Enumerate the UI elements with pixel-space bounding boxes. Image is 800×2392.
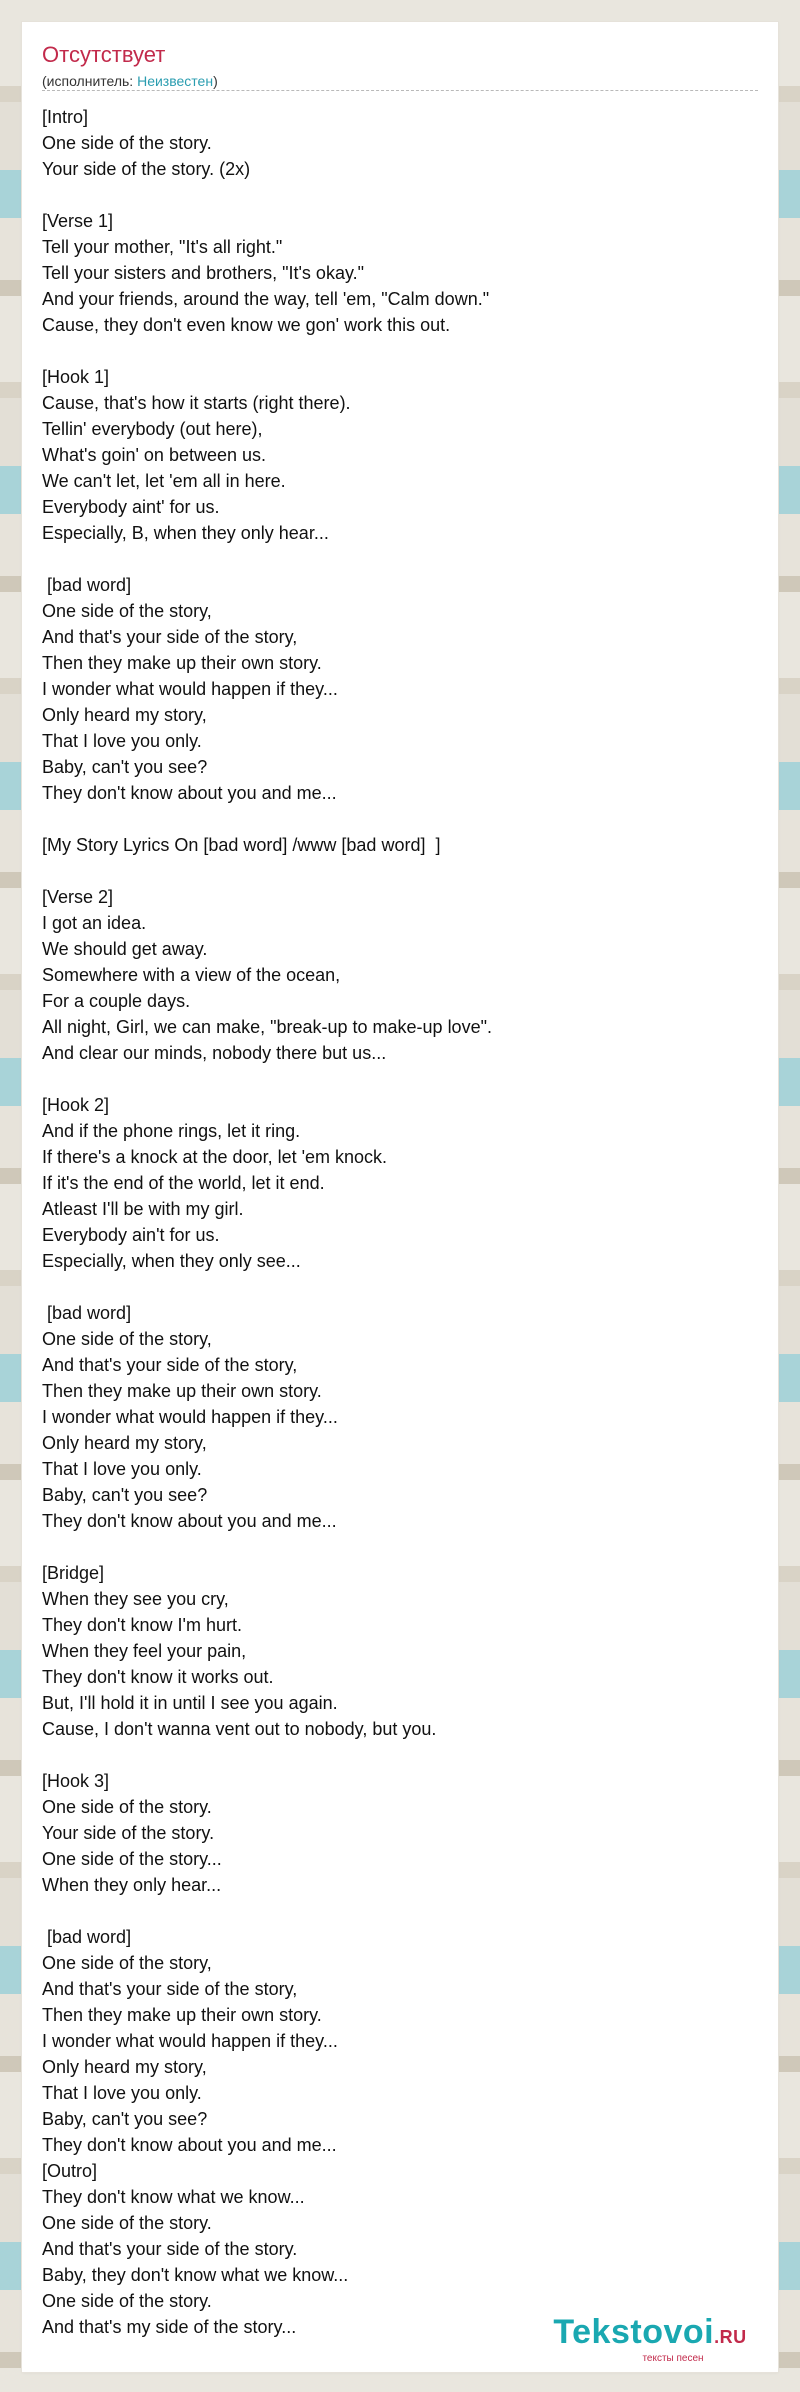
lyric-line: One side of the story. — [42, 2291, 212, 2311]
lyric-line: And that's your side of the story, — [42, 1979, 298, 1999]
lyric-line: [Hook 3] — [42, 1771, 110, 1791]
lyric-line: [bad word] — [42, 1927, 132, 1947]
artist-suffix: ) — [213, 73, 218, 89]
lyrics-text — [42, 104, 758, 2340]
lyric-line — [42, 1898, 758, 1924]
lyric-line: [Hook 1] — [42, 367, 110, 387]
lyric-line: Everybody ain't for us. — [42, 1225, 220, 1245]
lyric-line: Atleast I'll be with my girl. — [42, 1199, 244, 1219]
lyric-line: One side of the story. — [42, 2213, 212, 2233]
logo-tagline: тексты песен — [642, 2353, 704, 2364]
lyric-line: Cause, that's how it starts (right there). — [42, 393, 351, 413]
logo-main-text: Tekstovoi — [553, 2313, 715, 2351]
lyric-line: And if the phone rings, let it ring. — [42, 1121, 301, 1141]
lyric-line: One side of the story, — [42, 1953, 212, 1973]
lyric-line: And that's your side of the story, — [42, 1355, 298, 1375]
lyric-line: All night, Girl, we can make, "break-up to make-up love". — [42, 1017, 492, 1037]
artist-link[interactable]: Неизвестен — [137, 73, 214, 89]
lyric-line: Baby, can't you see? — [42, 2109, 208, 2129]
lyric-line: That I love you only. — [42, 731, 202, 751]
lyric-line: That I love you only. — [42, 1459, 202, 1479]
lyric-line: Especially, B, when they only hear... — [42, 523, 329, 543]
lyric-line: Somewhere with a view of the ocean, — [42, 965, 341, 985]
lyric-line — [42, 338, 758, 364]
lyric-line: Then they make up their own story. — [42, 653, 322, 673]
lyric-line: One side of the story, — [42, 1329, 212, 1349]
lyric-line: Baby, can't you see? — [42, 757, 208, 777]
lyric-line: One side of the story. — [42, 1797, 212, 1817]
lyric-line: And that's your side of the story. — [42, 2239, 298, 2259]
lyric-line: They don't know what we know... — [42, 2187, 305, 2207]
lyric-line — [42, 1534, 758, 1560]
logo-tld: .RU — [714, 2327, 747, 2347]
lyric-line: Baby, they don't know what we know... — [42, 2265, 349, 2285]
lyric-line: If it's the end of the world, let it end. — [42, 1173, 325, 1193]
lyric-line: For a couple days. — [42, 991, 191, 1011]
artist-prefix: (исполнитель: — [42, 73, 138, 89]
lyric-line: When they feel your pain, — [42, 1641, 247, 1661]
lyric-line: Then they make up their own story. — [42, 2005, 322, 2025]
lyric-line: Only heard my story, — [42, 1433, 207, 1453]
lyric-line: Only heard my story, — [42, 705, 207, 725]
artist-line — [42, 72, 758, 90]
lyric-line — [42, 546, 758, 572]
lyric-line: [Intro] — [42, 107, 89, 127]
lyric-line: And clear our minds, nobody there but us... — [42, 1043, 387, 1063]
lyric-line — [42, 182, 758, 208]
lyric-line: Especially, when they only see... — [42, 1251, 301, 1271]
header-divider — [42, 90, 758, 91]
lyric-line: I got an idea. — [42, 913, 147, 933]
lyric-line: [My Story Lyrics On [bad word] /www [bad word] ] — [42, 835, 441, 855]
lyric-line: One side of the story. — [42, 133, 212, 153]
lyric-line: [Verse 2] — [42, 887, 114, 907]
lyric-line: What's goin' on between us. — [42, 445, 267, 465]
lyric-line: They don't know about you and me... — [42, 1511, 337, 1531]
lyric-line: One side of the story... — [42, 1849, 222, 1869]
lyric-line: When they see you cry, — [42, 1589, 229, 1609]
lyric-line: Your side of the story. (2x) — [42, 159, 251, 179]
lyric-line: Tellin' everybody (out here), — [42, 419, 263, 439]
lyric-line: I wonder what would happen if they... — [42, 1407, 338, 1427]
lyric-line: Your side of the story. — [42, 1823, 215, 1843]
lyric-line — [42, 1742, 758, 1768]
song-header — [42, 42, 758, 91]
lyric-line: Only heard my story, — [42, 2057, 207, 2077]
site-logo[interactable] — [550, 2314, 750, 2364]
lyric-line: But, I'll hold it in until I see you again. — [42, 1693, 338, 1713]
lyric-line: When they only hear... — [42, 1875, 222, 1895]
lyric-line — [42, 1274, 758, 1300]
lyric-line: And your friends, around the way, tell 'em, "Calm down." — [42, 289, 490, 309]
lyric-line: [Hook 2] — [42, 1095, 110, 1115]
lyric-line: Tell your mother, "It's all right." — [42, 237, 283, 257]
lyric-line: They don't know it works out. — [42, 1667, 274, 1687]
lyrics-card — [22, 22, 778, 2372]
lyric-line: Baby, can't you see? — [42, 1485, 208, 1505]
logo-wordmark — [550, 2314, 750, 2355]
lyric-line: Everybody aint' for us. — [42, 497, 220, 517]
lyric-line: Cause, they don't even know we gon' work this out. — [42, 315, 451, 335]
song-title: Отсутствует — [42, 42, 166, 67]
lyric-line — [42, 806, 758, 832]
lyric-line: And that's your side of the story, — [42, 627, 298, 647]
lyric-line: We can't let, let 'em all in here. — [42, 471, 286, 491]
lyric-line — [42, 858, 758, 884]
lyric-line: Then they make up their own story. — [42, 1381, 322, 1401]
lyric-line: I wonder what would happen if they... — [42, 679, 338, 699]
lyric-line: I wonder what would happen if they... — [42, 2031, 338, 2051]
lyric-line: One side of the story, — [42, 601, 212, 621]
lyric-line: [Bridge] — [42, 1563, 105, 1583]
lyric-line: [Verse 1] — [42, 211, 114, 231]
lyric-line: That I love you only. — [42, 2083, 202, 2103]
lyric-line: [bad word] — [42, 1303, 132, 1323]
lyric-line: If there's a knock at the door, let 'em knock. — [42, 1147, 388, 1167]
lyric-line: Cause, I don't wanna vent out to nobody, but you. — [42, 1719, 437, 1739]
lyric-line: Tell your sisters and brothers, "It's okay." — [42, 263, 365, 283]
lyric-line: They don't know about you and me... — [42, 2135, 337, 2155]
lyric-line: [Outro] — [42, 2161, 98, 2181]
lyric-line — [42, 1066, 758, 1092]
lyric-line: They don't know about you and me... — [42, 783, 337, 803]
lyric-line: They don't know I'm hurt. — [42, 1615, 242, 1635]
lyric-line: We should get away. — [42, 939, 208, 959]
lyric-line: And that's my side of the story... — [42, 2317, 297, 2337]
lyric-line: [bad word] — [42, 575, 132, 595]
